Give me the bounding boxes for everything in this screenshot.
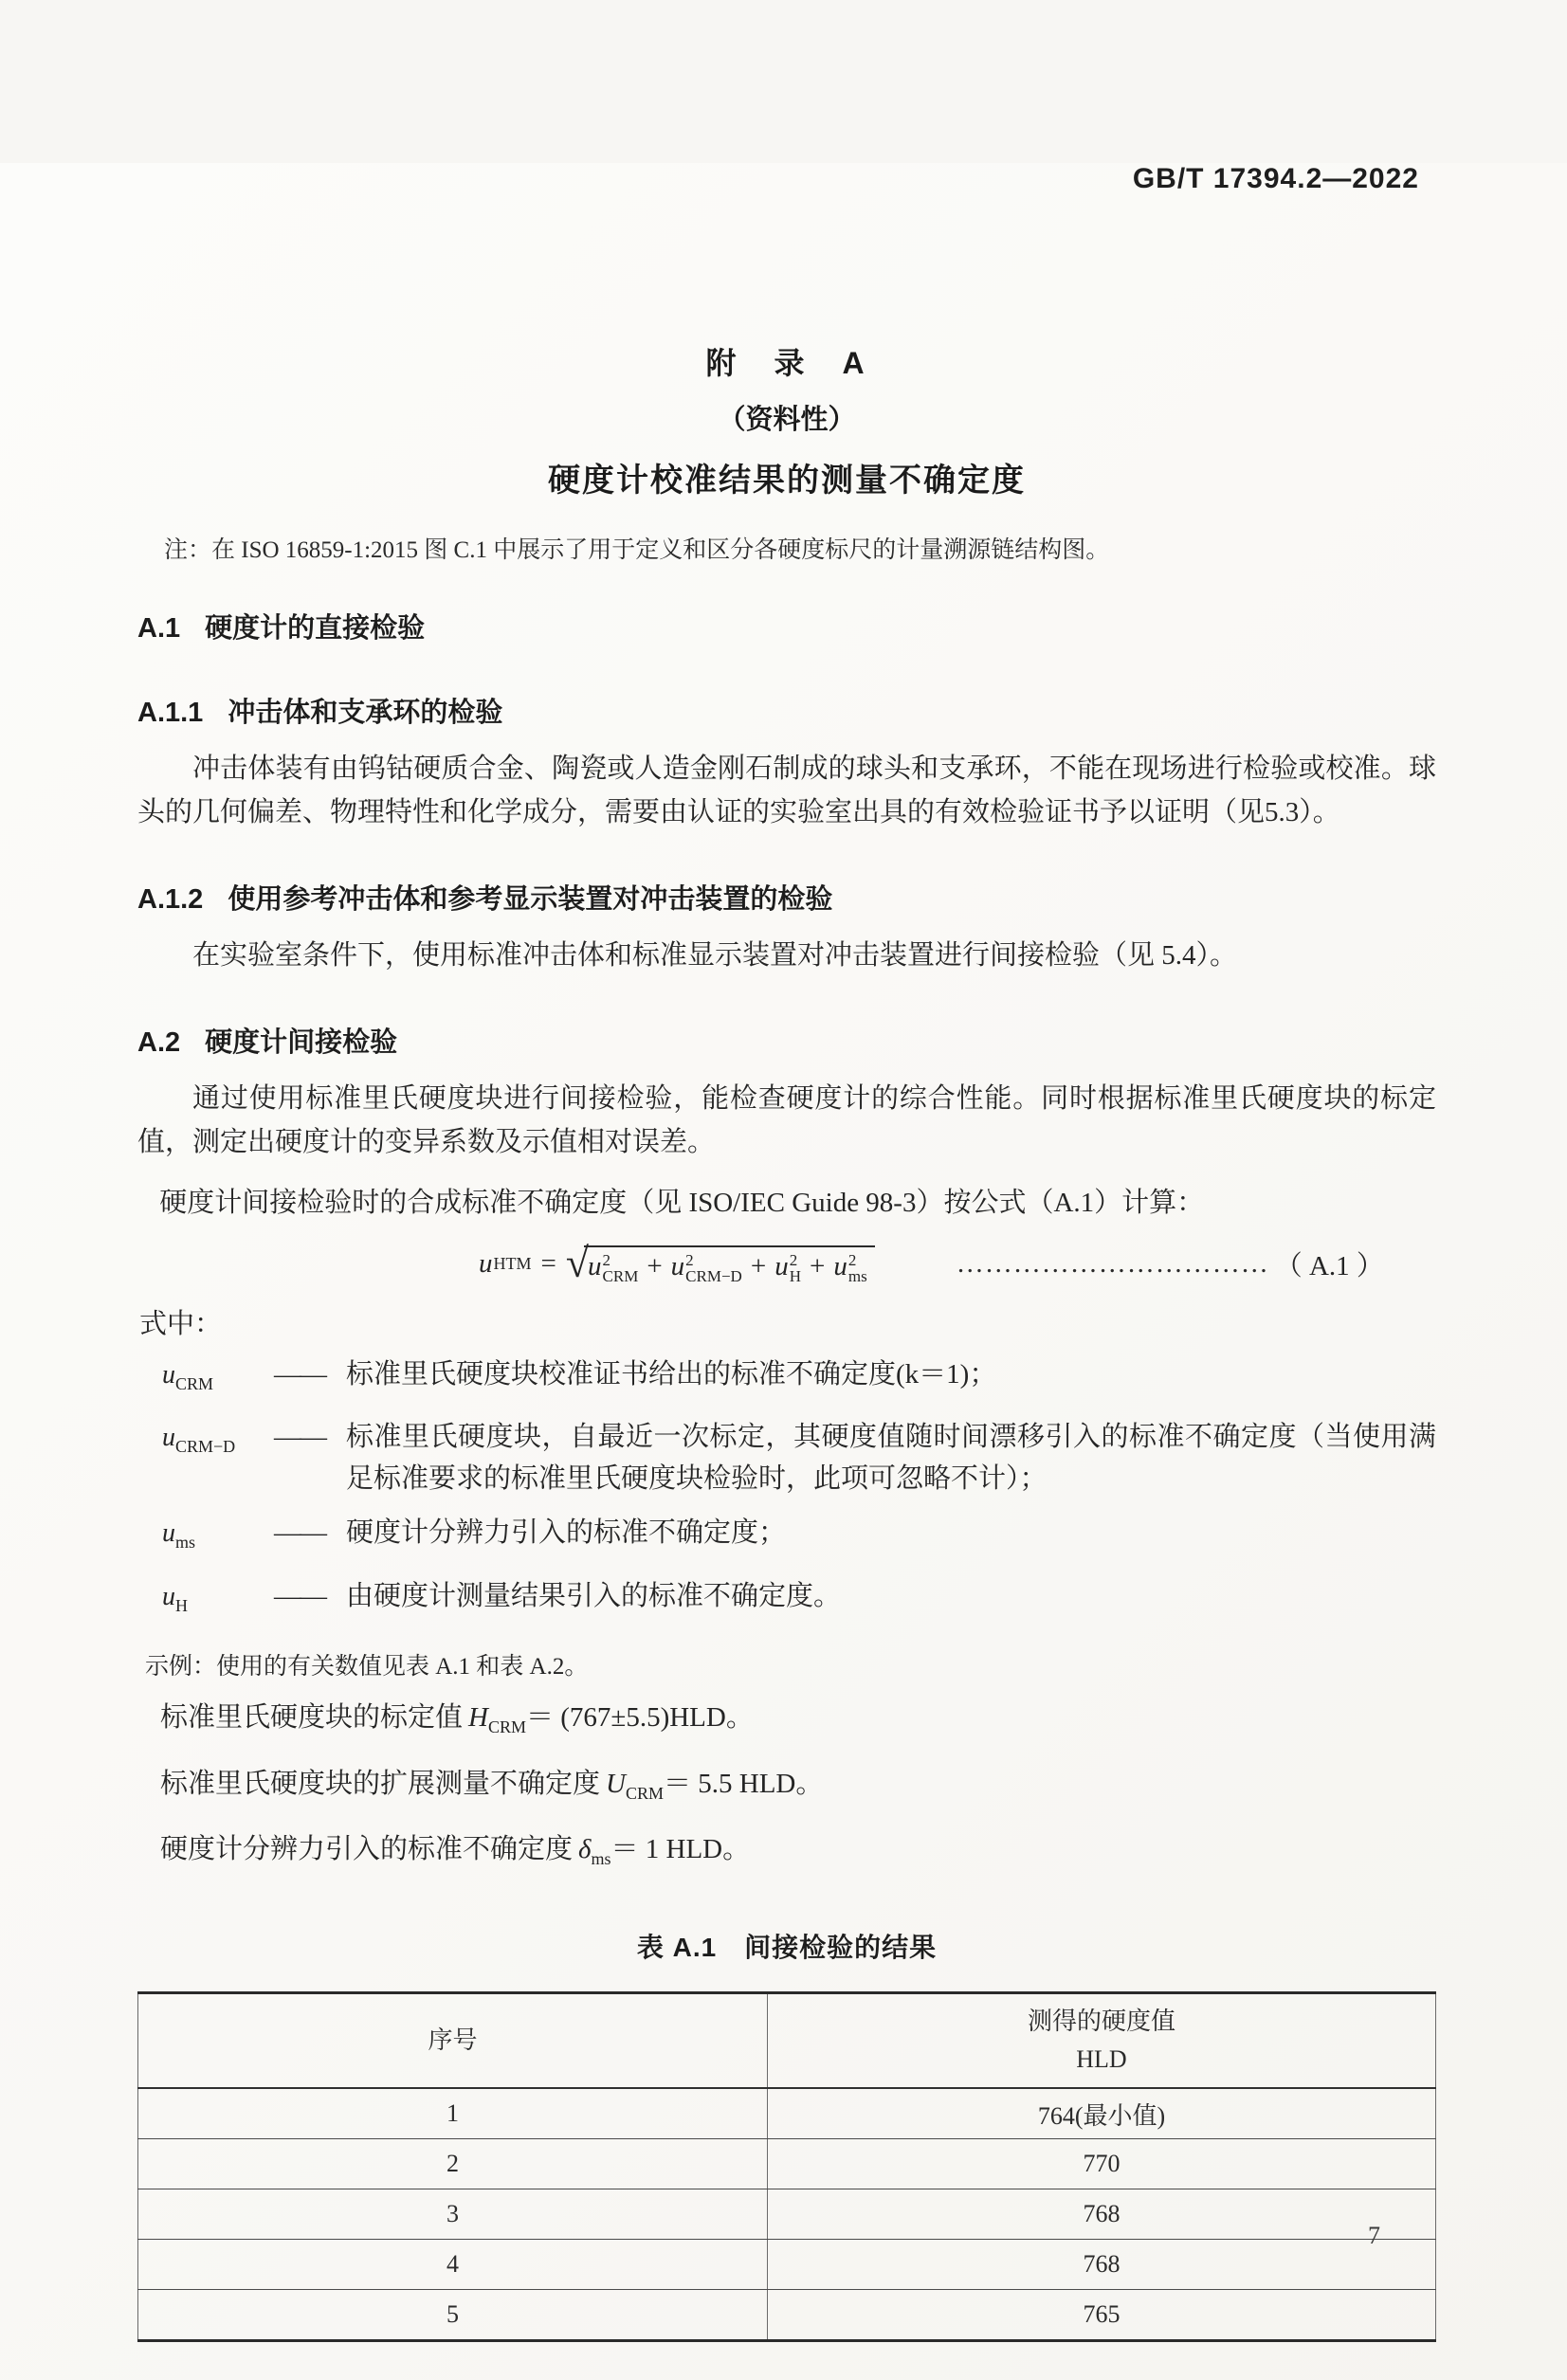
term-sup: 2	[685, 1251, 694, 1269]
plus-sign: +	[647, 1250, 663, 1281]
symbol	[162, 1354, 274, 1405]
paragraph-a12: 在实验室条件下，使用标准冲击体和标准显示装置对冲击装置进行间接检验（见 5.4）。	[192, 939, 1238, 971]
value-label: 标准里氏硬度块的扩展测量不确定度	[160, 1768, 601, 1799]
term-sup: 2	[602, 1251, 611, 1269]
definition-dash: ——	[274, 1358, 325, 1390]
cell-no: 4	[138, 2240, 768, 2290]
col-header-hardness-line2: HLD	[1076, 2045, 1127, 2074]
symbol-definition-uh	[137, 1575, 1436, 1626]
section-title: 硬度计的直接检验	[205, 612, 426, 644]
formula-a1	[137, 1239, 1436, 1286]
table-row	[138, 2240, 1436, 2290]
symbol-sub: ms	[175, 1533, 196, 1553]
formula-lhs: u	[479, 1248, 493, 1279]
table-row	[138, 2290, 1436, 2341]
document-page	[0, 163, 1567, 2380]
section-number: A.1.2	[137, 883, 204, 915]
symbol-sub: H	[175, 1595, 188, 1615]
term-sup: 2	[847, 1251, 857, 1269]
table-row	[138, 2189, 1436, 2240]
cell-no: 1	[138, 2088, 768, 2139]
symbol-definition-ucrm	[137, 1354, 1436, 1405]
resolution-uncertainty-line	[160, 1828, 1436, 1880]
value-text: ＝ 1 HLD。	[610, 1834, 751, 1865]
calibrated-value-line	[160, 1697, 1436, 1748]
value-symbol: δ	[578, 1834, 592, 1865]
definition-text: 标准里氏硬度块校准证书给出的标准不确定度(k＝1)；	[346, 1358, 997, 1390]
cell-value: 770	[767, 2139, 1435, 2189]
value-symbol-sub: ms	[591, 1849, 611, 1869]
definition-text: 硬度计分辨力引入的标准不确定度；	[346, 1517, 787, 1549]
formula-term	[588, 1250, 639, 1285]
paragraph-a2-2: 硬度计间接检验时的合成标准不确定度（见 ISO/IEC Guide 98-3）按公式（A.1）计算：	[159, 1187, 1205, 1218]
term-base: u	[588, 1250, 602, 1281]
cell-no: 2	[138, 2139, 768, 2189]
table-a1	[137, 1991, 1436, 2342]
formula-term	[670, 1250, 742, 1285]
value-symbol-sub: CRM	[625, 1783, 664, 1803]
section-number: A.1	[137, 612, 181, 644]
symbol-base: u	[162, 1582, 175, 1612]
paragraph-a2-1: 通过使用标准里氏硬度块进行间接检验，能检查硬度计的综合性能。同时根据标准里氏硬度块的标定值，测定出硬度计的变异系数及示值相对误差。	[137, 1082, 1436, 1157]
definition-dash: ——	[274, 1422, 325, 1453]
cell-value: 768	[767, 2240, 1435, 2290]
symbol	[162, 1575, 274, 1626]
section-title: 硬度计间接检验	[205, 1026, 398, 1058]
section-title: 冲击体和支承环的检验	[228, 697, 503, 728]
formula-leader-dots: ……………………………	[956, 1248, 1269, 1279]
where-label: 式中：	[139, 1308, 223, 1339]
term-sub: CRM	[602, 1267, 639, 1285]
appendix-label: 附 录 A	[705, 346, 868, 380]
table-row	[138, 2088, 1436, 2139]
cell-value: 768	[767, 2189, 1435, 2240]
term-sub: CRM−D	[685, 1267, 742, 1285]
term-base: u	[670, 1250, 685, 1281]
section-number: A.1.1	[137, 697, 204, 728]
appendix-heading: 硬度计校准结果的测量不确定度	[548, 463, 1026, 499]
radicand	[584, 1245, 875, 1285]
term-sub: H	[789, 1267, 801, 1285]
equals-sign: =	[540, 1248, 556, 1279]
definition-dash: ——	[274, 1517, 325, 1549]
section-number: A.2	[137, 1026, 181, 1058]
plus-sign: +	[750, 1250, 767, 1281]
formula-lhs-sub: HTM	[493, 1254, 532, 1273]
page-number: 7	[1368, 2222, 1380, 2249]
col-header-no: 序号	[138, 1993, 768, 2089]
expanded-uncertainty-line	[160, 1763, 1436, 1814]
formula-expression	[479, 1239, 875, 1286]
cell-no: 3	[138, 2189, 768, 2240]
appendix-informative-tag: （资料性）	[718, 405, 856, 435]
term-base: u	[833, 1250, 847, 1281]
value-symbol: U	[606, 1768, 626, 1799]
table-caption: 表 A.1 间接检验的结果	[636, 1933, 938, 1963]
appendix-title-block	[137, 339, 1436, 500]
symbol	[162, 1416, 274, 1467]
value-label: 硬度计分辨力引入的标准不确定度	[160, 1834, 574, 1865]
standard-number: GB/T 17394.2—2022	[1132, 163, 1419, 194]
table-header-row	[138, 1993, 1436, 2089]
cell-no: 5	[446, 2300, 459, 2329]
example-note: 示例：使用的有关数值见表 A.1 和表 A.2。	[145, 1653, 589, 1680]
cell-value: 764(最小值)	[767, 2088, 1435, 2139]
formula-number: （ A.1 ）	[1274, 1251, 1384, 1281]
symbol-base: u	[162, 1423, 175, 1453]
section-title: 使用参考冲击体和参考显示装置对冲击装置的检验	[228, 883, 833, 915]
term-sub: ms	[847, 1267, 867, 1285]
symbol-base: u	[162, 1518, 175, 1549]
symbol-definition-ums	[137, 1512, 1436, 1563]
note-text: 注：在 ISO 16859-1:2015 图 C.1 中展示了用于定义和区分各硬度标尺的计量溯源链结构图。	[164, 537, 1110, 563]
formula-term	[774, 1250, 801, 1285]
plus-sign: +	[809, 1250, 826, 1281]
col-header-hardness	[767, 1993, 1435, 2089]
section-heading-a12	[137, 878, 1436, 917]
value-symbol: H	[468, 1701, 488, 1733]
value-label: 标准里氏硬度块的标定值	[160, 1701, 464, 1733]
value-symbol-sub: CRM	[487, 1717, 526, 1736]
col-header-hardness-line1: 测得的硬度值	[1027, 2008, 1175, 2036]
table-row	[138, 2139, 1436, 2189]
section-heading-a11	[137, 691, 1436, 730]
symbol-sub: CRM	[175, 1373, 214, 1393]
section-heading-a2	[137, 1021, 1436, 1060]
definition-dash: ——	[274, 1581, 325, 1612]
term-base: u	[774, 1250, 789, 1281]
definition-text: 标准里氏硬度块，自最近一次标定，其硬度值随时间漂移引入的标准不确定度（当使用满足标准要求的标准里氏硬度块检验时，此项可忽略不计）；	[346, 1422, 1436, 1495]
formula-term	[833, 1250, 867, 1285]
definition-text: 由硬度计测量结果引入的标准不确定度。	[346, 1581, 842, 1612]
cell-value: 765	[767, 2290, 1435, 2341]
symbol-sub: CRM−D	[175, 1437, 236, 1457]
symbol-base: u	[162, 1359, 175, 1390]
symbol-definition-ucrmd	[137, 1416, 1436, 1499]
value-text: ＝ (767±5.5)HLD。	[526, 1701, 754, 1733]
section-heading-a1	[137, 607, 1436, 645]
term-sup: 2	[789, 1251, 798, 1269]
radical-icon: √	[565, 1239, 590, 1286]
paragraph-a11: 冲击体装有由钨钴硬质合金、陶瓷或人造金刚石制成的球头和支承环，不能在现场进行检验或校准。球头的几何偏差、物理特性和化学成分，需要由认证的实验室出具的有效检验证书予以证明（见5.3）。	[137, 753, 1436, 827]
symbol	[162, 1512, 274, 1563]
value-text: ＝ 5.5 HLD。	[664, 1768, 824, 1799]
